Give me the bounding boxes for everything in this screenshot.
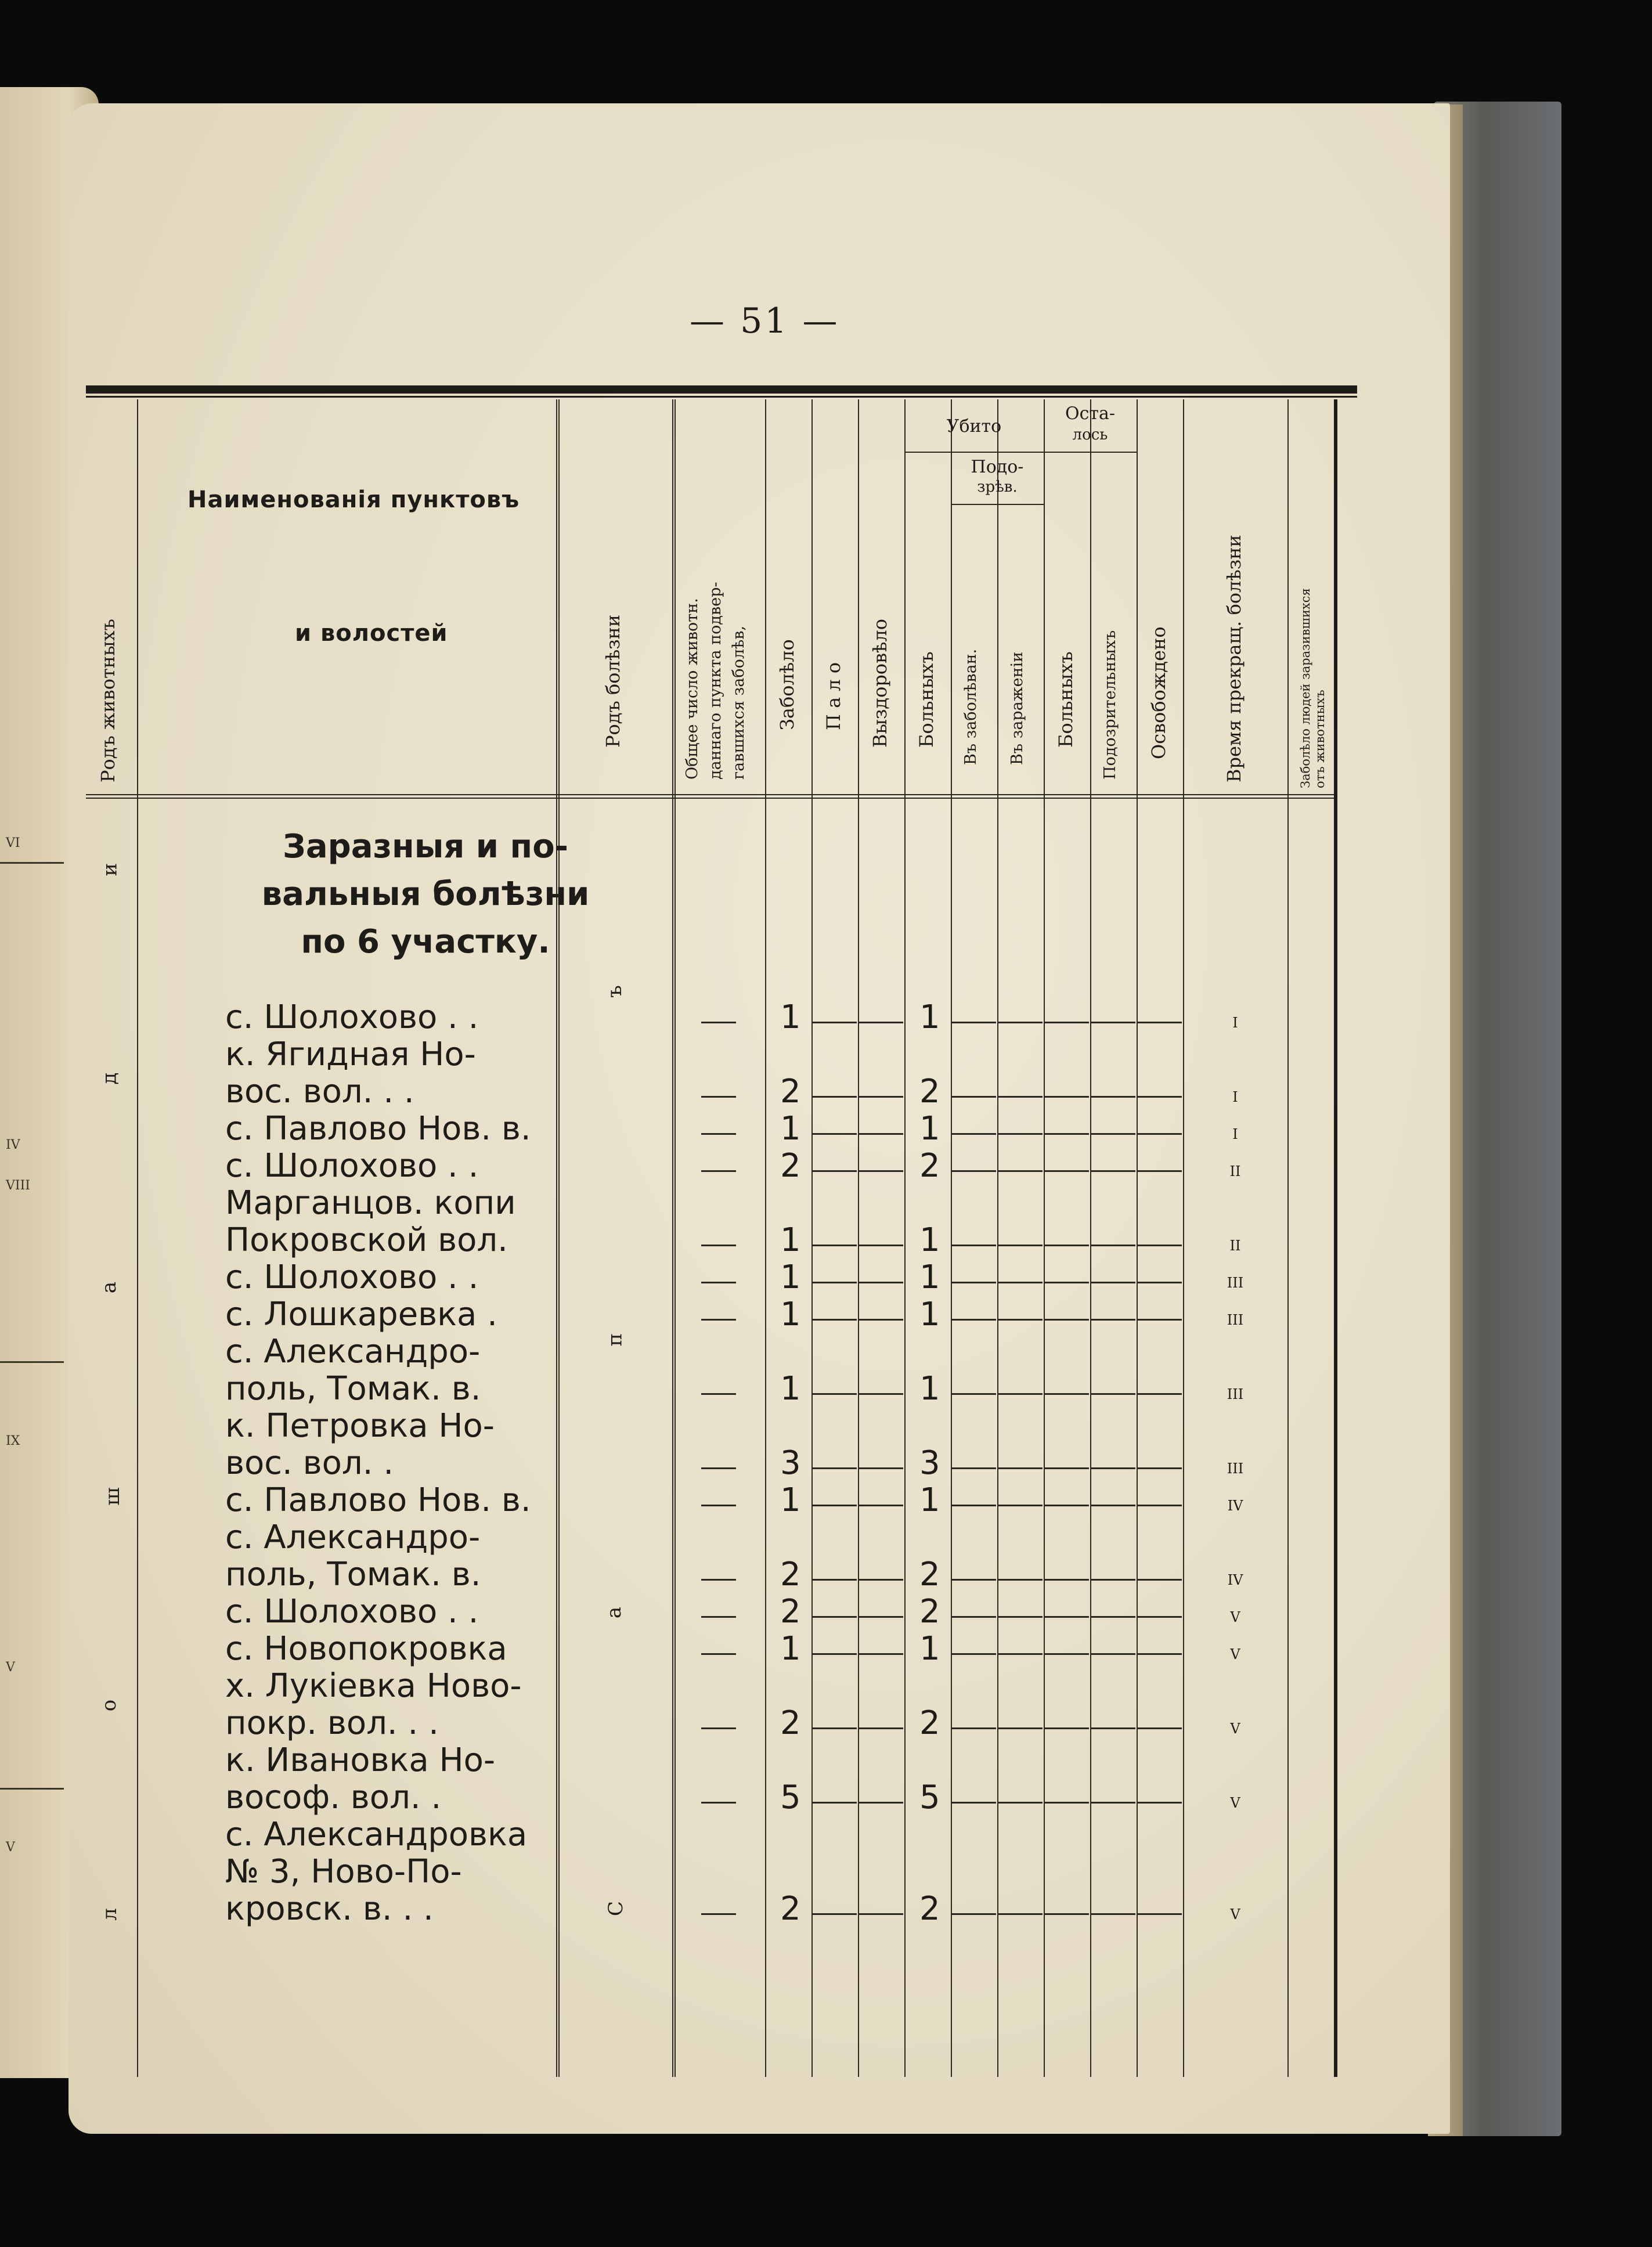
dash — [998, 1579, 1043, 1581]
document-page — [68, 103, 1450, 2134]
dash — [1091, 1319, 1135, 1321]
place-name: с. Александро- — [225, 1333, 481, 1370]
group-rule — [1044, 452, 1137, 453]
dash — [998, 1393, 1043, 1395]
table-row — [86, 1258, 1357, 1300]
header-suspected-1: Подо- — [971, 457, 1024, 477]
dash — [952, 1282, 996, 1283]
dash — [1091, 1467, 1135, 1469]
dash — [1045, 1913, 1089, 1915]
dash — [1138, 1022, 1182, 1023]
table-row — [86, 1481, 1357, 1523]
stop-time-value: V — [1230, 1795, 1240, 1811]
stop-time-value: III — [1227, 1312, 1244, 1328]
dash — [998, 1022, 1043, 1023]
dash — [1045, 1393, 1089, 1395]
dash — [998, 1170, 1043, 1172]
fell-ill-value: 2 — [780, 1147, 801, 1185]
left-page-rule — [0, 1361, 64, 1363]
dash-total — [701, 1802, 736, 1804]
place-name: к. Ивановка Но- — [225, 1741, 496, 1779]
dash — [859, 1096, 903, 1098]
dash — [1138, 1393, 1182, 1395]
stop-time-value: V — [1230, 1609, 1240, 1625]
dash — [1091, 1505, 1135, 1506]
animal-kind-letter: д — [98, 1072, 121, 1085]
animal-kind-letter: а — [98, 1281, 121, 1294]
sick-value: 1 — [919, 998, 940, 1036]
dash — [859, 1913, 903, 1915]
header-rule — [86, 385, 1357, 394]
place-name: с. Шолохово . . — [225, 1593, 479, 1631]
dash — [1045, 1653, 1089, 1655]
dash — [1138, 1616, 1182, 1618]
stop-time-value: IV — [1227, 1498, 1243, 1514]
place-name: поль, Томак. в. — [225, 1370, 481, 1408]
dash — [813, 1579, 857, 1581]
table-row — [86, 1110, 1357, 1152]
section-title-line: Заразныя и по- — [283, 828, 568, 865]
left-roman: VI — [6, 836, 20, 850]
dash — [1045, 1505, 1089, 1506]
place-name: с. Александровка — [225, 1816, 528, 1853]
fell-ill-value: 1 — [780, 1110, 801, 1148]
table-row — [86, 1667, 1357, 1746]
dash — [998, 1096, 1043, 1098]
dash-total — [701, 1133, 736, 1135]
dash — [998, 1802, 1043, 1804]
section-title-line: вальныя болѣзни — [261, 875, 590, 913]
dash — [859, 1133, 903, 1135]
dash — [859, 1282, 903, 1283]
dash-total — [701, 1022, 736, 1023]
dash — [813, 1913, 857, 1915]
dash — [952, 1319, 996, 1321]
table-row — [86, 1333, 1357, 1412]
dash — [1091, 1802, 1135, 1804]
fell-ill-value: 2 — [780, 1704, 801, 1742]
place-name: к. Ягидная Но- — [225, 1036, 476, 1073]
stop-time-value: V — [1230, 1646, 1240, 1662]
place-name: с. Шолохово . . — [225, 1258, 479, 1296]
dash — [813, 1096, 857, 1098]
dash — [998, 1505, 1043, 1506]
dash — [998, 1319, 1043, 1321]
stop-time-value: V — [1230, 1906, 1240, 1923]
disease-table — [86, 399, 1357, 2077]
dash — [859, 1393, 903, 1395]
dash-total — [701, 1727, 736, 1729]
header-suspected-2: зрѣв. — [977, 478, 1018, 496]
dash — [952, 1467, 996, 1469]
place-name: с. Новопокровка — [225, 1630, 507, 1668]
sick-value: 1 — [919, 1630, 940, 1668]
sick-value: 1 — [919, 1481, 940, 1519]
place-name: вос. вол. . . — [225, 1073, 414, 1110]
left-roman: V — [6, 1840, 15, 1855]
disease-kind-letter: п — [603, 1333, 627, 1347]
stop-time-value: II — [1229, 1163, 1241, 1180]
dash — [1091, 1727, 1135, 1729]
sick-value: 1 — [919, 1296, 940, 1333]
dash — [859, 1170, 903, 1172]
left-roman: VIII — [6, 1178, 30, 1193]
dash — [1045, 1616, 1089, 1618]
group-rule — [951, 504, 1044, 505]
header-in-disease: Въ заболѣван. — [962, 648, 980, 765]
place-name: вос. вол. . — [225, 1444, 394, 1482]
sick-value: 1 — [919, 1370, 940, 1408]
table-row — [86, 1593, 1357, 1635]
dash — [998, 1245, 1043, 1246]
dash — [1091, 1245, 1135, 1246]
table-row — [86, 998, 1357, 1040]
dash — [952, 1133, 996, 1135]
fell-ill-value: 1 — [780, 1481, 801, 1519]
stop-time-value: IV — [1227, 1572, 1243, 1588]
dash — [813, 1245, 857, 1246]
dash — [952, 1579, 996, 1581]
sick-value: 1 — [919, 1110, 940, 1148]
fell-ill-value: 2 — [780, 1890, 801, 1928]
header-names-line1: Наименованія пунктовъ — [187, 486, 520, 513]
place-name: кровск. в. . . — [225, 1890, 434, 1928]
header-people-1: Заболѣло людей заразившихся — [1298, 588, 1312, 788]
dash — [1138, 1727, 1182, 1729]
dash — [952, 1096, 996, 1098]
fell-ill-value: 1 — [780, 1370, 801, 1408]
header-remained-1: Оста- — [1065, 403, 1115, 424]
dash — [1091, 1022, 1135, 1023]
table-row — [86, 1741, 1357, 1820]
header-remained-sick: Больныхъ — [1055, 651, 1077, 748]
left-roman: IX — [6, 1434, 20, 1448]
dash-total — [701, 1653, 736, 1655]
disease-kind-letter: а — [603, 1606, 626, 1619]
dash — [859, 1505, 903, 1506]
table-row — [86, 1407, 1357, 1486]
dash — [1091, 1096, 1135, 1098]
left-page-rule — [0, 862, 64, 864]
dash — [859, 1579, 903, 1581]
header-total-2: даннаго пункта подвер- — [706, 582, 724, 780]
dash — [813, 1467, 857, 1469]
dash — [1138, 1282, 1182, 1283]
left-page-rule — [0, 1788, 64, 1790]
dash — [859, 1802, 903, 1804]
header-names-line2: и волостей — [295, 620, 448, 647]
stop-time-value: III — [1227, 1386, 1244, 1402]
dash — [952, 1170, 996, 1172]
dash — [952, 1245, 996, 1246]
dash — [952, 1913, 996, 1915]
place-name: к. Петровка Но- — [225, 1407, 495, 1445]
dash — [859, 1022, 903, 1023]
header-in-infection: Въ зараженіи — [1008, 651, 1026, 765]
table-row — [86, 1147, 1357, 1189]
fell-ill-value: 1 — [780, 1296, 801, 1333]
header-total-1: Общее число животн. — [683, 598, 701, 780]
dash — [813, 1133, 857, 1135]
left-roman: IV — [6, 1138, 20, 1152]
dash — [998, 1133, 1043, 1135]
dash — [1091, 1133, 1135, 1135]
place-name: с. Лошкаревка . — [225, 1296, 497, 1333]
dash — [1138, 1245, 1182, 1246]
sick-value: 2 — [919, 1890, 940, 1928]
place-name: с. Александро- — [225, 1519, 481, 1556]
place-name: № 3, Ново-По- — [225, 1853, 462, 1891]
place-name: с. Павлово Нов. в. — [225, 1110, 531, 1148]
stop-time-value: III — [1227, 1275, 1244, 1291]
dash — [952, 1653, 996, 1655]
dash — [1045, 1319, 1089, 1321]
page-number: — 51 — — [690, 301, 840, 341]
dash — [813, 1393, 857, 1395]
dash — [813, 1170, 857, 1172]
table-row — [86, 1296, 1357, 1337]
dash — [1045, 1133, 1089, 1135]
dash — [998, 1727, 1043, 1729]
stop-time-value: I — [1232, 1089, 1238, 1105]
dash — [1091, 1579, 1135, 1581]
dash — [998, 1913, 1043, 1915]
dash — [1138, 1467, 1182, 1469]
animal-kind-letter: л — [98, 1908, 121, 1921]
dash-total — [701, 1245, 736, 1246]
header-people-2: отъ животныхъ — [1313, 690, 1327, 788]
stop-time-value: II — [1229, 1238, 1241, 1254]
dash-total — [701, 1170, 736, 1172]
table-row — [86, 1184, 1357, 1263]
dash — [859, 1467, 903, 1469]
table-row — [86, 1816, 1357, 1932]
place-name: с. Шолохово . . — [225, 998, 479, 1036]
dash — [952, 1802, 996, 1804]
fell-ill-value: 1 — [780, 1630, 801, 1668]
header-recovered: Выздоровѣло — [869, 618, 891, 748]
sick-value: 5 — [919, 1779, 940, 1816]
dash — [859, 1245, 903, 1246]
sick-value: 1 — [919, 1258, 940, 1296]
dash — [813, 1727, 857, 1729]
dash — [1138, 1319, 1182, 1321]
dash — [1138, 1653, 1182, 1655]
header-sick: Больныхъ — [915, 651, 937, 748]
fell-ill-value: 2 — [780, 1556, 801, 1593]
fell-ill-value: 1 — [780, 1258, 801, 1296]
dash-total — [701, 1319, 736, 1321]
table-row — [86, 1630, 1357, 1672]
dash — [1045, 1282, 1089, 1283]
place-name: Покровской вол. — [225, 1221, 508, 1259]
dash — [1045, 1802, 1089, 1804]
fell-ill-value: 3 — [780, 1444, 801, 1482]
header-remained-suspect: Подозрительныхъ — [1101, 630, 1119, 780]
place-name: с. Шолохово . . — [225, 1147, 479, 1185]
stop-time-value: III — [1227, 1460, 1244, 1477]
sick-value: 3 — [919, 1444, 940, 1482]
sick-value: 1 — [919, 1221, 940, 1259]
dash — [952, 1022, 996, 1023]
stop-time-value: I — [1232, 1126, 1238, 1142]
sick-value: 2 — [919, 1147, 940, 1185]
dash — [813, 1616, 857, 1618]
dash-total — [701, 1467, 736, 1469]
section-title-line: по 6 участку. — [301, 923, 550, 961]
dash — [1138, 1133, 1182, 1135]
table-row — [86, 1519, 1357, 1597]
stop-time-value: V — [1230, 1721, 1240, 1737]
header-bottom-rule — [86, 798, 1334, 799]
group-rule — [904, 452, 1044, 453]
dash — [1045, 1727, 1089, 1729]
dash — [1045, 1579, 1089, 1581]
header-total-3: гавшихся заболѣв, — [730, 625, 748, 780]
header-fell-ill: Заболѣло — [776, 639, 798, 730]
dash — [813, 1319, 857, 1321]
header-rule-thin — [86, 396, 1357, 398]
dash-total — [701, 1096, 736, 1098]
place-name: поль, Томак. в. — [225, 1556, 481, 1593]
fell-ill-value: 5 — [780, 1779, 801, 1816]
dash-total — [701, 1282, 736, 1283]
dash — [1045, 1096, 1089, 1098]
place-name: вософ. вол. . — [225, 1779, 442, 1816]
header-stop-time: Время прекращ. болѣзни — [1223, 535, 1245, 782]
dash — [1138, 1096, 1182, 1098]
fell-ill-value: 2 — [780, 1593, 801, 1631]
animal-kind-letter: о — [98, 1699, 121, 1712]
dash — [1045, 1467, 1089, 1469]
place-name: с. Павлово Нов. в. — [225, 1481, 531, 1519]
dash — [1091, 1282, 1135, 1283]
dash — [1091, 1913, 1135, 1915]
dash — [1045, 1245, 1089, 1246]
animal-kind-letter: ш — [100, 1487, 124, 1506]
dash — [998, 1282, 1043, 1283]
header-killed: Убито — [946, 416, 1002, 437]
dash — [952, 1616, 996, 1618]
header-bottom-rule — [86, 794, 1334, 795]
dash — [1138, 1505, 1182, 1506]
dash — [998, 1467, 1043, 1469]
dash — [813, 1022, 857, 1023]
dash — [1091, 1393, 1135, 1395]
dash — [1091, 1616, 1135, 1618]
dash — [998, 1616, 1043, 1618]
disease-kind-letter: С — [604, 1900, 628, 1917]
dash — [859, 1727, 903, 1729]
stop-time-value: I — [1232, 1015, 1238, 1031]
dash — [1045, 1022, 1089, 1023]
header-died: П а л о — [823, 662, 845, 730]
place-name: Марганцов. копи — [225, 1184, 516, 1222]
dash — [1045, 1170, 1089, 1172]
dash — [813, 1802, 857, 1804]
dash — [1091, 1653, 1135, 1655]
fell-ill-value: 2 — [780, 1073, 801, 1110]
header-released: Освобождено — [1148, 626, 1170, 759]
dash — [813, 1282, 857, 1283]
dash-total — [701, 1616, 736, 1618]
dash — [1091, 1170, 1135, 1172]
header-animal-kind: Родъ животныхъ — [97, 619, 119, 782]
dash-total — [701, 1505, 736, 1506]
dash — [813, 1505, 857, 1506]
sick-value: 2 — [919, 1704, 940, 1742]
dash — [813, 1653, 857, 1655]
dash — [952, 1393, 996, 1395]
dash — [1138, 1170, 1182, 1172]
sick-value: 2 — [919, 1556, 940, 1593]
dash — [859, 1616, 903, 1618]
dash — [1138, 1802, 1182, 1804]
table-row — [86, 1036, 1357, 1115]
dash — [1138, 1579, 1182, 1581]
sick-value: 2 — [919, 1073, 940, 1110]
dash — [952, 1727, 996, 1729]
dash-total — [701, 1579, 736, 1581]
fell-ill-value: 1 — [780, 998, 801, 1036]
dash-total — [701, 1913, 736, 1915]
dash — [859, 1653, 903, 1655]
fell-ill-value: 1 — [780, 1221, 801, 1259]
dash-total — [701, 1393, 736, 1395]
dash — [1138, 1913, 1182, 1915]
place-name: х. Лукіевка Ново- — [225, 1667, 522, 1705]
disease-kind-letter: ъ — [603, 985, 626, 998]
place-name: покр. вол. . . — [225, 1704, 439, 1742]
left-roman: V — [6, 1660, 15, 1675]
animal-kind-letter: и — [98, 863, 122, 877]
dash — [952, 1505, 996, 1506]
dash — [859, 1319, 903, 1321]
header-disease-kind: Родъ болѣзни — [602, 614, 624, 748]
dash — [998, 1653, 1043, 1655]
header-remained-2: лось — [1072, 426, 1108, 443]
sick-value: 2 — [919, 1593, 940, 1631]
